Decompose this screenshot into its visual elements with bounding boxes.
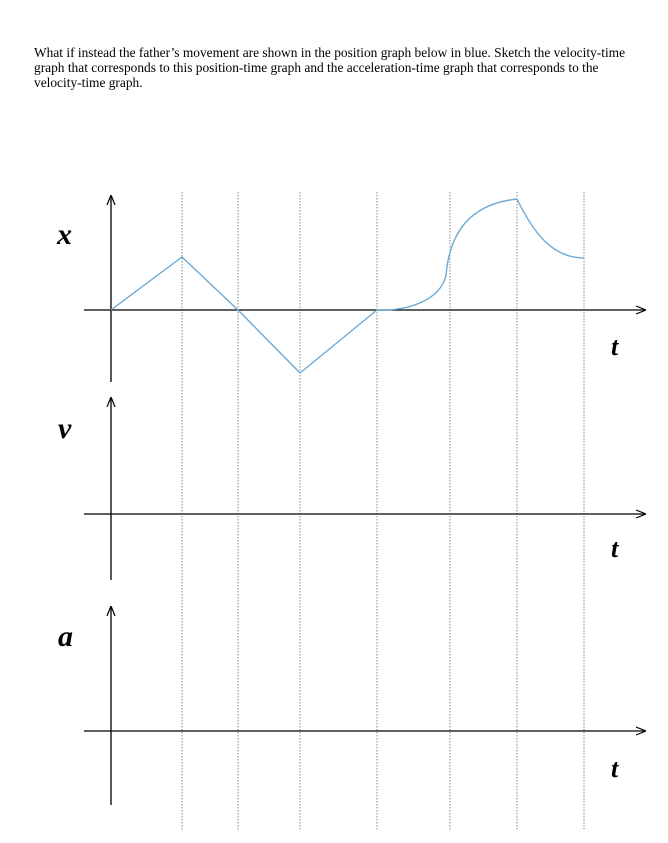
velocity-x-label: t — [611, 534, 619, 563]
acceleration-y-label: a — [58, 620, 73, 653]
question-text: What if instead the father’s movement are shown in the position graph below in blue. Sketch the velocity-time graph that corresponds to this position-time graph and the acceleration-time graph that corresponds to the velocity-time graph. — [34, 45, 626, 90]
position-y-label: x — [57, 218, 72, 251]
gridlines — [182, 192, 584, 830]
acceleration-graph — [58, 607, 645, 805]
position-x-label: t — [611, 332, 619, 361]
position-graph — [56, 196, 645, 382]
velocity-y-label: v — [58, 412, 72, 445]
velocity-graph — [58, 398, 645, 580]
acceleration-x-label: t — [611, 754, 619, 783]
